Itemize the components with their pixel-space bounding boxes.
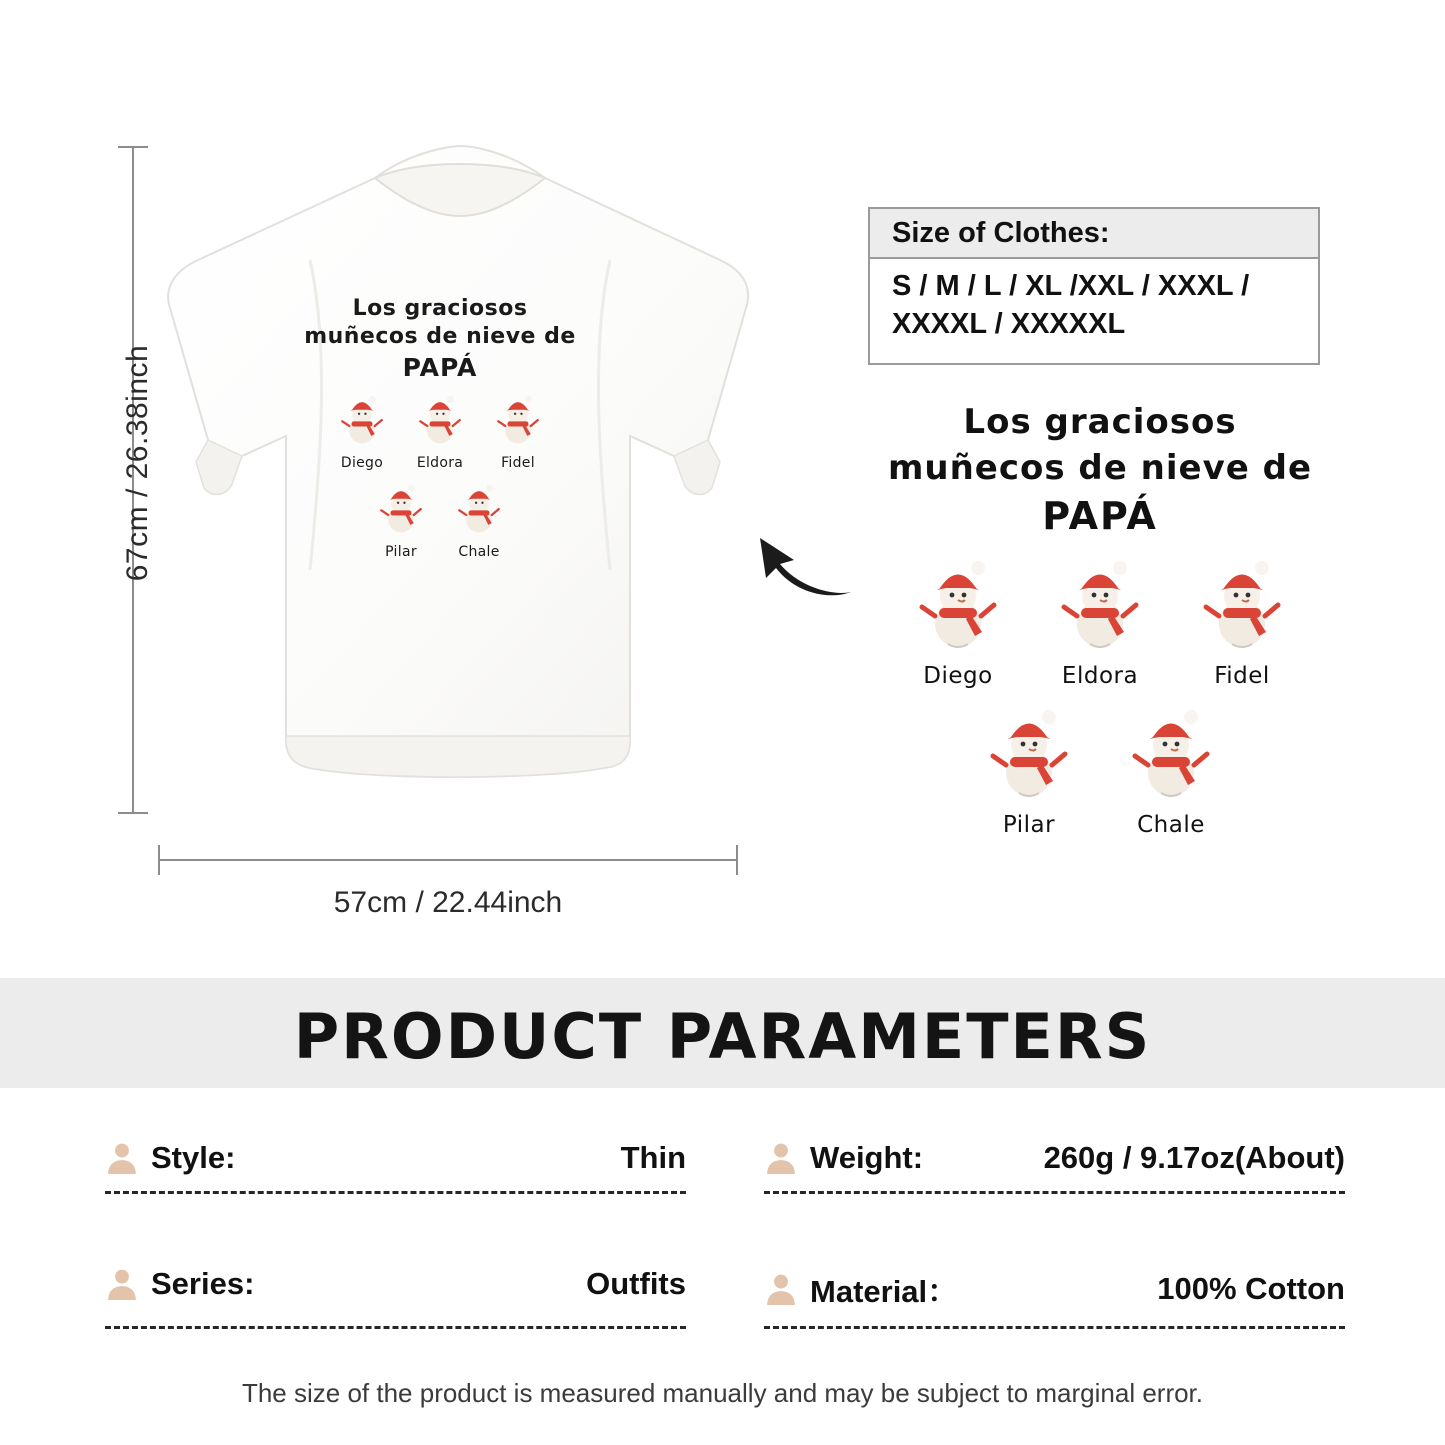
- pointer-arrow-icon: [756, 530, 856, 600]
- parameter-label: Weight:: [810, 1140, 924, 1175]
- snowman-item: [1117, 703, 1225, 838]
- snowman-name: Chale: [1137, 811, 1205, 838]
- print-line-3: PAPÁ: [402, 353, 478, 383]
- parameter-value: 100% Cotton: [1157, 1270, 1345, 1306]
- height-measure-label: 67cm / 26.38inch: [121, 344, 154, 582]
- parameter-item: [105, 1266, 686, 1339]
- parameters-row: [105, 1266, 1345, 1339]
- divider: [764, 1191, 1345, 1194]
- shirt-print-design: [300, 295, 580, 595]
- print-line-2: muñecos de nieve de: [304, 324, 576, 350]
- snowman-icon: [979, 703, 1079, 803]
- snowman-row-2: [300, 479, 580, 560]
- snowman-item: [487, 390, 549, 471]
- snowman-item: [409, 390, 471, 471]
- measure-cap-right: [736, 845, 738, 875]
- snowman-icon: [908, 554, 1008, 654]
- size-of-clothes-box: [868, 207, 1320, 365]
- measure-cap-bottom: [118, 812, 148, 814]
- snowman-name: Eldora: [1061, 662, 1139, 689]
- snowman-name: Eldora: [416, 455, 464, 472]
- closeup-line-2: muñecos de nieve de: [887, 447, 1313, 488]
- design-closeup: [880, 400, 1320, 838]
- parameter-item: [764, 1140, 1345, 1204]
- closeup-line-1: Los graciosos: [963, 402, 1237, 442]
- snowman-item: [331, 390, 393, 471]
- parameter-value: 260g / 9.17oz(About): [1043, 1140, 1345, 1175]
- parameters-table: [105, 1140, 1345, 1339]
- height-measure-line: [118, 146, 154, 814]
- width-measure-label: 57cm / 22.44inch: [333, 886, 563, 919]
- snowman-icon: [411, 390, 469, 448]
- person-icon: [764, 1141, 798, 1175]
- person-icon: [105, 1267, 139, 1301]
- snowman-name: Pilar: [1002, 811, 1056, 838]
- snowman-icon: [1050, 554, 1150, 654]
- snowman-icon: [372, 479, 430, 537]
- snowman-icon: [450, 479, 508, 537]
- parameter-value: Outfits: [586, 1266, 686, 1301]
- parameters-title: PRODUCT PARAMETERS: [293, 1000, 1152, 1073]
- snowman-item: [448, 479, 510, 560]
- measure-line-horizontal: [158, 859, 738, 861]
- print-line-1: Los graciosos: [352, 296, 528, 321]
- person-icon: [105, 1141, 139, 1175]
- snowman-item: [370, 479, 432, 560]
- parameter-label: Material：: [810, 1274, 959, 1309]
- parameter-value: Thin: [620, 1140, 686, 1175]
- snowman-row-1: [300, 390, 580, 471]
- snowman-item: [1188, 554, 1296, 689]
- snowman-name: Fidel: [1214, 662, 1270, 689]
- divider: [105, 1326, 686, 1329]
- width-measure-line: [158, 845, 738, 875]
- divider: [764, 1326, 1345, 1329]
- snowman-icon: [333, 390, 391, 448]
- snowman-item: [1046, 554, 1154, 689]
- parameter-item: [105, 1140, 686, 1204]
- closeup-line-3: PAPÁ: [1042, 493, 1158, 538]
- closeup-snowman-row-2: [880, 703, 1320, 838]
- snowman-icon: [1121, 703, 1221, 803]
- snowman-name: Diego: [923, 662, 993, 689]
- measurement-footnote: The size of the product is measured manually and may be subject to marginal error.: [241, 1378, 1204, 1408]
- size-box-values: S / M / L / XL /XXL / XXXL / XXXXL / XXXXXL: [892, 270, 1250, 341]
- snowman-name: Pilar: [385, 544, 417, 561]
- snowman-item: [975, 703, 1083, 838]
- snowman-name: Chale: [458, 544, 500, 561]
- parameter-label: Series:: [151, 1266, 255, 1301]
- divider: [105, 1191, 686, 1194]
- snowman-icon: [1192, 554, 1292, 654]
- parameter-label: Style:: [151, 1140, 236, 1175]
- parameter-item: [764, 1266, 1345, 1339]
- snowman-name: Diego: [340, 455, 384, 472]
- snowman-name: Fidel: [501, 455, 535, 472]
- closeup-snowman-row-1: [880, 554, 1320, 689]
- person-icon: [764, 1272, 798, 1306]
- parameters-row: [105, 1140, 1345, 1204]
- snowman-item: [904, 554, 1012, 689]
- size-box-title: Size of Clothes:: [870, 209, 1318, 259]
- snowman-icon: [489, 390, 547, 448]
- arrow-svg: [756, 530, 856, 600]
